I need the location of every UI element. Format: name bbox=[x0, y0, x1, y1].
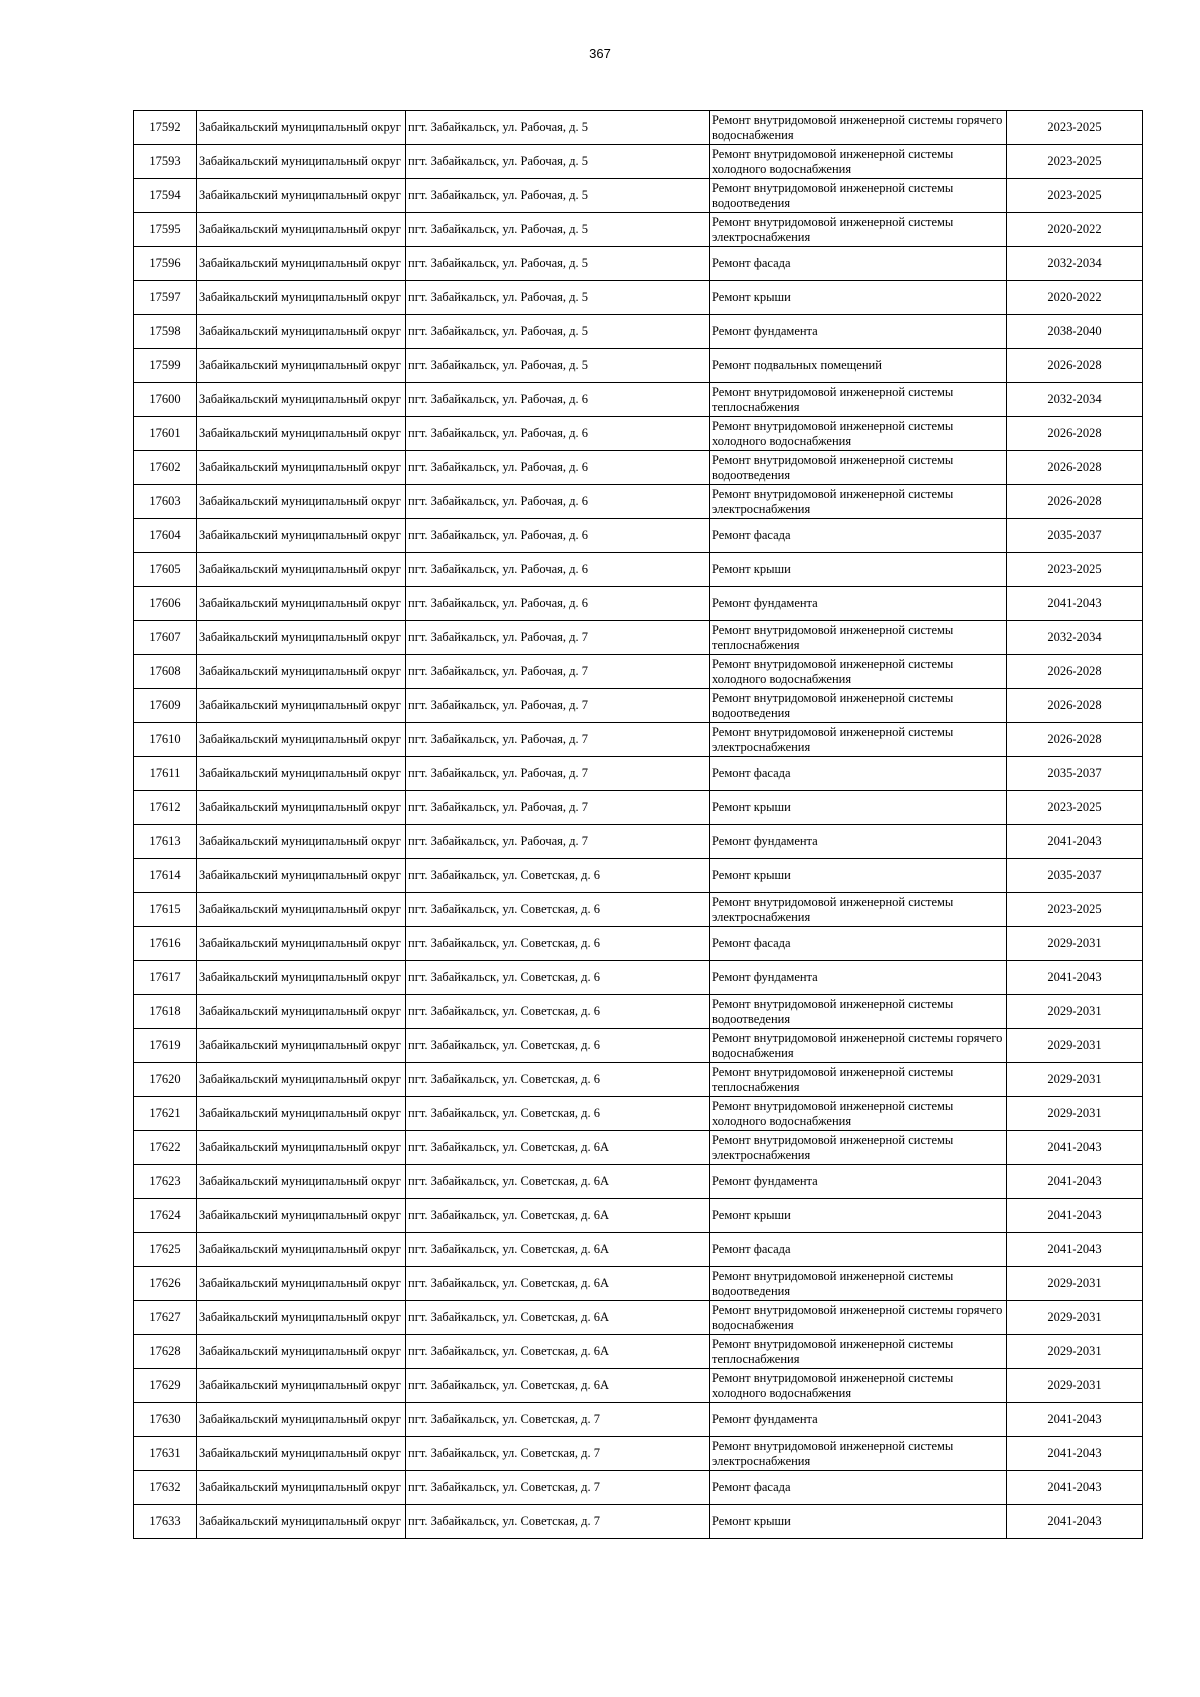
work-type-cell: Ремонт внутридомовой инженерной системы водоотведения bbox=[710, 451, 1007, 485]
row-number-cell: 17595 bbox=[134, 213, 197, 247]
period-cell: 2032-2034 bbox=[1007, 383, 1143, 417]
work-type-cell: Ремонт внутридомовой инженерной системы холодного водоснабжения bbox=[710, 417, 1007, 451]
work-type-cell: Ремонт крыши bbox=[710, 1505, 1007, 1539]
work-type-cell: Ремонт внутридомовой инженерной системы электроснабжения bbox=[710, 1131, 1007, 1165]
work-type-cell: Ремонт подвальных помещений bbox=[710, 349, 1007, 383]
work-type-cell: Ремонт фундамента bbox=[710, 825, 1007, 859]
municipality-cell: Забайкальский муниципальный округ bbox=[197, 621, 406, 655]
municipality-cell: Забайкальский муниципальный округ bbox=[197, 1369, 406, 1403]
period-cell: 2029-2031 bbox=[1007, 1029, 1143, 1063]
work-type-cell: Ремонт внутридомовой инженерной системы теплоснабжения bbox=[710, 1063, 1007, 1097]
address-cell: пгт. Забайкальск, ул. Рабочая, д. 5 bbox=[406, 111, 710, 145]
table-row bbox=[134, 417, 1143, 451]
work-type-cell: Ремонт крыши bbox=[710, 1199, 1007, 1233]
work-type-cell: Ремонт внутридомовой инженерной системы электроснабжения bbox=[710, 485, 1007, 519]
table-row bbox=[134, 1199, 1143, 1233]
row-number-cell: 17596 bbox=[134, 247, 197, 281]
row-number-cell: 17614 bbox=[134, 859, 197, 893]
municipality-cell: Забайкальский муниципальный округ bbox=[197, 723, 406, 757]
table-row bbox=[134, 1131, 1143, 1165]
row-number-cell: 17612 bbox=[134, 791, 197, 825]
row-number-cell: 17607 bbox=[134, 621, 197, 655]
work-type-cell: Ремонт внутридомовой инженерной системы теплоснабжения bbox=[710, 621, 1007, 655]
municipality-cell: Забайкальский муниципальный округ bbox=[197, 1029, 406, 1063]
period-cell: 2023-2025 bbox=[1007, 179, 1143, 213]
work-type-cell: Ремонт внутридомовой инженерной системы холодного водоснабжения bbox=[710, 655, 1007, 689]
work-type-cell: Ремонт внутридомовой инженерной системы водоотведения bbox=[710, 179, 1007, 213]
work-type-cell: Ремонт внутридомовой инженерной системы холодного водоснабжения bbox=[710, 1097, 1007, 1131]
table-body bbox=[134, 111, 1143, 1539]
row-number-cell: 17606 bbox=[134, 587, 197, 621]
table-row bbox=[134, 179, 1143, 213]
municipality-cell: Забайкальский муниципальный округ bbox=[197, 315, 406, 349]
period-cell: 2026-2028 bbox=[1007, 417, 1143, 451]
table-row bbox=[134, 825, 1143, 859]
period-cell: 2041-2043 bbox=[1007, 1131, 1143, 1165]
row-number-cell: 17633 bbox=[134, 1505, 197, 1539]
period-cell: 2026-2028 bbox=[1007, 451, 1143, 485]
row-number-cell: 17630 bbox=[134, 1403, 197, 1437]
period-cell: 2026-2028 bbox=[1007, 689, 1143, 723]
address-cell: пгт. Забайкальск, ул. Рабочая, д. 5 bbox=[406, 179, 710, 213]
address-cell: пгт. Забайкальск, ул. Советская, д. 6А bbox=[406, 1233, 710, 1267]
period-cell: 2032-2034 bbox=[1007, 621, 1143, 655]
row-number-cell: 17616 bbox=[134, 927, 197, 961]
municipality-cell: Забайкальский муниципальный округ bbox=[197, 1097, 406, 1131]
row-number-cell: 17603 bbox=[134, 485, 197, 519]
address-cell: пгт. Забайкальск, ул. Советская, д. 6А bbox=[406, 1301, 710, 1335]
table-row bbox=[134, 1165, 1143, 1199]
work-type-cell: Ремонт внутридомовой инженерной системы горячего водоснабжения bbox=[710, 111, 1007, 145]
row-number-cell: 17592 bbox=[134, 111, 197, 145]
address-cell: пгт. Забайкальск, ул. Рабочая, д. 6 bbox=[406, 519, 710, 553]
row-number-cell: 17594 bbox=[134, 179, 197, 213]
table-row bbox=[134, 961, 1143, 995]
address-cell: пгт. Забайкальск, ул. Рабочая, д. 5 bbox=[406, 247, 710, 281]
row-number-cell: 17621 bbox=[134, 1097, 197, 1131]
table-row bbox=[134, 519, 1143, 553]
row-number-cell: 17601 bbox=[134, 417, 197, 451]
work-type-cell: Ремонт фундамента bbox=[710, 315, 1007, 349]
municipality-cell: Забайкальский муниципальный округ bbox=[197, 1131, 406, 1165]
municipality-cell: Забайкальский муниципальный округ bbox=[197, 791, 406, 825]
address-cell: пгт. Забайкальск, ул. Рабочая, д. 7 bbox=[406, 689, 710, 723]
municipality-cell: Забайкальский муниципальный округ bbox=[197, 179, 406, 213]
row-number-cell: 17632 bbox=[134, 1471, 197, 1505]
table-row bbox=[134, 281, 1143, 315]
row-number-cell: 17628 bbox=[134, 1335, 197, 1369]
period-cell: 2032-2034 bbox=[1007, 247, 1143, 281]
row-number-cell: 17604 bbox=[134, 519, 197, 553]
work-type-cell: Ремонт фундамента bbox=[710, 1403, 1007, 1437]
row-number-cell: 17620 bbox=[134, 1063, 197, 1097]
address-cell: пгт. Забайкальск, ул. Рабочая, д. 7 bbox=[406, 655, 710, 689]
municipality-cell: Забайкальский муниципальный округ bbox=[197, 1267, 406, 1301]
address-cell: пгт. Забайкальск, ул. Советская, д. 6А bbox=[406, 1335, 710, 1369]
work-type-cell: Ремонт внутридомовой инженерной системы водоотведения bbox=[710, 995, 1007, 1029]
table-row bbox=[134, 1471, 1143, 1505]
work-type-cell: Ремонт внутридомовой инженерной системы холодного водоснабжения bbox=[710, 145, 1007, 179]
row-number-cell: 17610 bbox=[134, 723, 197, 757]
row-number-cell: 17599 bbox=[134, 349, 197, 383]
address-cell: пгт. Забайкальск, ул. Советская, д. 6А bbox=[406, 1165, 710, 1199]
work-type-cell: Ремонт внутридомовой инженерной системы водоотведения bbox=[710, 1267, 1007, 1301]
municipality-cell: Забайкальский муниципальный округ bbox=[197, 111, 406, 145]
period-cell: 2026-2028 bbox=[1007, 349, 1143, 383]
period-cell: 2041-2043 bbox=[1007, 961, 1143, 995]
work-type-cell: Ремонт внутридомовой инженерной системы водоотведения bbox=[710, 689, 1007, 723]
table-row bbox=[134, 723, 1143, 757]
municipality-cell: Забайкальский муниципальный округ bbox=[197, 927, 406, 961]
row-number-cell: 17615 bbox=[134, 893, 197, 927]
work-type-cell: Ремонт фундамента bbox=[710, 961, 1007, 995]
address-cell: пгт. Забайкальск, ул. Советская, д. 6 bbox=[406, 1063, 710, 1097]
address-cell: пгт. Забайкальск, ул. Советская, д. 6А bbox=[406, 1267, 710, 1301]
row-number-cell: 17613 bbox=[134, 825, 197, 859]
table-row bbox=[134, 1233, 1143, 1267]
period-cell: 2020-2022 bbox=[1007, 213, 1143, 247]
period-cell: 2029-2031 bbox=[1007, 927, 1143, 961]
address-cell: пгт. Забайкальск, ул. Советская, д. 6 bbox=[406, 961, 710, 995]
address-cell: пгт. Забайкальск, ул. Рабочая, д. 5 bbox=[406, 145, 710, 179]
municipality-cell: Забайкальский муниципальный округ bbox=[197, 1233, 406, 1267]
period-cell: 2041-2043 bbox=[1007, 1233, 1143, 1267]
row-number-cell: 17623 bbox=[134, 1165, 197, 1199]
period-cell: 2029-2031 bbox=[1007, 1301, 1143, 1335]
row-number-cell: 17593 bbox=[134, 145, 197, 179]
period-cell: 2029-2031 bbox=[1007, 1097, 1143, 1131]
row-number-cell: 17627 bbox=[134, 1301, 197, 1335]
period-cell: 2041-2043 bbox=[1007, 1471, 1143, 1505]
row-number-cell: 17625 bbox=[134, 1233, 197, 1267]
table-row bbox=[134, 349, 1143, 383]
table-row bbox=[134, 893, 1143, 927]
table-row bbox=[134, 655, 1143, 689]
table-row bbox=[134, 1063, 1143, 1097]
municipality-cell: Забайкальский муниципальный округ bbox=[197, 689, 406, 723]
work-type-cell: Ремонт внутридомовой инженерной системы электроснабжения bbox=[710, 723, 1007, 757]
period-cell: 2029-2031 bbox=[1007, 1335, 1143, 1369]
work-type-cell: Ремонт фундамента bbox=[710, 1165, 1007, 1199]
municipality-cell: Забайкальский муниципальный округ bbox=[197, 655, 406, 689]
address-cell: пгт. Забайкальск, ул. Рабочая, д. 7 bbox=[406, 723, 710, 757]
address-cell: пгт. Забайкальск, ул. Советская, д. 6А bbox=[406, 1131, 710, 1165]
period-cell: 2035-2037 bbox=[1007, 859, 1143, 893]
row-number-cell: 17617 bbox=[134, 961, 197, 995]
table-row bbox=[134, 553, 1143, 587]
address-cell: пгт. Забайкальск, ул. Рабочая, д. 5 bbox=[406, 213, 710, 247]
address-cell: пгт. Забайкальск, ул. Рабочая, д. 7 bbox=[406, 791, 710, 825]
municipality-cell: Забайкальский муниципальный округ bbox=[197, 859, 406, 893]
period-cell: 2023-2025 bbox=[1007, 553, 1143, 587]
address-cell: пгт. Забайкальск, ул. Рабочая, д. 6 bbox=[406, 587, 710, 621]
period-cell: 2029-2031 bbox=[1007, 1267, 1143, 1301]
table-row bbox=[134, 1029, 1143, 1063]
municipality-cell: Забайкальский муниципальный округ bbox=[197, 1437, 406, 1471]
address-cell: пгт. Забайкальск, ул. Рабочая, д. 6 bbox=[406, 417, 710, 451]
work-type-cell: Ремонт крыши bbox=[710, 553, 1007, 587]
page-number: 367 bbox=[589, 46, 611, 61]
period-cell: 2023-2025 bbox=[1007, 111, 1143, 145]
address-cell: пгт. Забайкальск, ул. Советская, д. 7 bbox=[406, 1471, 710, 1505]
table-row bbox=[134, 1369, 1143, 1403]
municipality-cell: Забайкальский муниципальный округ bbox=[197, 1165, 406, 1199]
work-type-cell: Ремонт фасада bbox=[710, 757, 1007, 791]
municipality-cell: Забайкальский муниципальный округ bbox=[197, 1301, 406, 1335]
address-cell: пгт. Забайкальск, ул. Рабочая, д. 5 bbox=[406, 315, 710, 349]
address-cell: пгт. Забайкальск, ул. Советская, д. 6А bbox=[406, 1199, 710, 1233]
address-cell: пгт. Забайкальск, ул. Советская, д. 7 bbox=[406, 1437, 710, 1471]
period-cell: 2023-2025 bbox=[1007, 145, 1143, 179]
row-number-cell: 17629 bbox=[134, 1369, 197, 1403]
table-row bbox=[134, 791, 1143, 825]
table-row bbox=[134, 1097, 1143, 1131]
row-number-cell: 17622 bbox=[134, 1131, 197, 1165]
table-row bbox=[134, 247, 1143, 281]
work-type-cell: Ремонт внутридомовой инженерной системы горячего водоснабжения bbox=[710, 1301, 1007, 1335]
period-cell: 2041-2043 bbox=[1007, 825, 1143, 859]
work-type-cell: Ремонт крыши bbox=[710, 281, 1007, 315]
period-cell: 2041-2043 bbox=[1007, 587, 1143, 621]
address-cell: пгт. Забайкальск, ул. Рабочая, д. 7 bbox=[406, 825, 710, 859]
municipality-cell: Забайкальский муниципальный округ bbox=[197, 1471, 406, 1505]
row-number-cell: 17626 bbox=[134, 1267, 197, 1301]
table-row bbox=[134, 689, 1143, 723]
row-number-cell: 17608 bbox=[134, 655, 197, 689]
municipality-cell: Забайкальский муниципальный округ bbox=[197, 825, 406, 859]
table-row bbox=[134, 757, 1143, 791]
address-cell: пгт. Забайкальск, ул. Рабочая, д. 5 bbox=[406, 349, 710, 383]
work-type-cell: Ремонт внутридомовой инженерной системы электроснабжения bbox=[710, 1437, 1007, 1471]
work-type-cell: Ремонт фасада bbox=[710, 247, 1007, 281]
period-cell: 2041-2043 bbox=[1007, 1165, 1143, 1199]
period-cell: 2026-2028 bbox=[1007, 723, 1143, 757]
period-cell: 2041-2043 bbox=[1007, 1199, 1143, 1233]
address-cell: пгт. Забайкальск, ул. Советская, д. 6 bbox=[406, 1097, 710, 1131]
work-type-cell: Ремонт внутридомовой инженерной системы электроснабжения bbox=[710, 893, 1007, 927]
table-row bbox=[134, 1437, 1143, 1471]
municipality-cell: Забайкальский муниципальный округ bbox=[197, 247, 406, 281]
period-cell: 2035-2037 bbox=[1007, 757, 1143, 791]
municipality-cell: Забайкальский муниципальный округ bbox=[197, 1403, 406, 1437]
municipality-cell: Забайкальский муниципальный округ bbox=[197, 349, 406, 383]
row-number-cell: 17611 bbox=[134, 757, 197, 791]
row-number-cell: 17598 bbox=[134, 315, 197, 349]
address-cell: пгт. Забайкальск, ул. Советская, д. 7 bbox=[406, 1505, 710, 1539]
municipality-cell: Забайкальский муниципальный округ bbox=[197, 451, 406, 485]
address-cell: пгт. Забайкальск, ул. Рабочая, д. 5 bbox=[406, 281, 710, 315]
address-cell: пгт. Забайкальск, ул. Советская, д. 6 bbox=[406, 995, 710, 1029]
table-row bbox=[134, 1505, 1143, 1539]
address-cell: пгт. Забайкальск, ул. Советская, д. 6 bbox=[406, 893, 710, 927]
municipality-cell: Забайкальский муниципальный округ bbox=[197, 893, 406, 927]
address-cell: пгт. Забайкальск, ул. Советская, д. 7 bbox=[406, 1403, 710, 1437]
municipality-cell: Забайкальский муниципальный округ bbox=[197, 1505, 406, 1539]
municipality-cell: Забайкальский муниципальный округ bbox=[197, 1063, 406, 1097]
address-cell: пгт. Забайкальск, ул. Советская, д. 6 bbox=[406, 927, 710, 961]
row-number-cell: 17619 bbox=[134, 1029, 197, 1063]
row-number-cell: 17605 bbox=[134, 553, 197, 587]
municipality-cell: Забайкальский муниципальный округ bbox=[197, 1199, 406, 1233]
work-type-cell: Ремонт фундамента bbox=[710, 587, 1007, 621]
period-cell: 2041-2043 bbox=[1007, 1437, 1143, 1471]
period-cell: 2041-2043 bbox=[1007, 1403, 1143, 1437]
address-cell: пгт. Забайкальск, ул. Рабочая, д. 6 bbox=[406, 451, 710, 485]
period-cell: 2026-2028 bbox=[1007, 485, 1143, 519]
municipality-cell: Забайкальский муниципальный округ bbox=[197, 417, 406, 451]
repair-schedule-table bbox=[133, 110, 1143, 1539]
row-number-cell: 17631 bbox=[134, 1437, 197, 1471]
table-row bbox=[134, 145, 1143, 179]
municipality-cell: Забайкальский муниципальный округ bbox=[197, 213, 406, 247]
table-row bbox=[134, 111, 1143, 145]
work-type-cell: Ремонт внутридомовой инженерной системы теплоснабжения bbox=[710, 383, 1007, 417]
period-cell: 2041-2043 bbox=[1007, 1505, 1143, 1539]
municipality-cell: Забайкальский муниципальный округ bbox=[197, 553, 406, 587]
work-type-cell: Ремонт фасада bbox=[710, 1471, 1007, 1505]
address-cell: пгт. Забайкальск, ул. Рабочая, д. 6 bbox=[406, 485, 710, 519]
address-cell: пгт. Забайкальск, ул. Советская, д. 6 bbox=[406, 859, 710, 893]
table-row bbox=[134, 315, 1143, 349]
period-cell: 2038-2040 bbox=[1007, 315, 1143, 349]
table-row bbox=[134, 587, 1143, 621]
row-number-cell: 17609 bbox=[134, 689, 197, 723]
work-type-cell: Ремонт фасада bbox=[710, 519, 1007, 553]
table-row bbox=[134, 213, 1143, 247]
period-cell: 2035-2037 bbox=[1007, 519, 1143, 553]
table-row bbox=[134, 485, 1143, 519]
work-type-cell: Ремонт крыши bbox=[710, 791, 1007, 825]
row-number-cell: 17624 bbox=[134, 1199, 197, 1233]
period-cell: 2026-2028 bbox=[1007, 655, 1143, 689]
row-number-cell: 17597 bbox=[134, 281, 197, 315]
table-row bbox=[134, 1335, 1143, 1369]
work-type-cell: Ремонт фасада bbox=[710, 927, 1007, 961]
table-row bbox=[134, 1267, 1143, 1301]
address-cell: пгт. Забайкальск, ул. Советская, д. 6 bbox=[406, 1029, 710, 1063]
table-row bbox=[134, 1301, 1143, 1335]
work-type-cell: Ремонт внутридомовой инженерной системы холодного водоснабжения bbox=[710, 1369, 1007, 1403]
row-number-cell: 17618 bbox=[134, 995, 197, 1029]
table-row bbox=[134, 451, 1143, 485]
municipality-cell: Забайкальский муниципальный округ bbox=[197, 145, 406, 179]
address-cell: пгт. Забайкальск, ул. Рабочая, д. 7 bbox=[406, 757, 710, 791]
address-cell: пгт. Забайкальск, ул. Советская, д. 6А bbox=[406, 1369, 710, 1403]
row-number-cell: 17602 bbox=[134, 451, 197, 485]
municipality-cell: Забайкальский муниципальный округ bbox=[197, 757, 406, 791]
table-row bbox=[134, 995, 1143, 1029]
municipality-cell: Забайкальский муниципальный округ bbox=[197, 587, 406, 621]
table-row bbox=[134, 1403, 1143, 1437]
address-cell: пгт. Забайкальск, ул. Рабочая, д. 7 bbox=[406, 621, 710, 655]
municipality-cell: Забайкальский муниципальный округ bbox=[197, 383, 406, 417]
period-cell: 2029-2031 bbox=[1007, 1063, 1143, 1097]
period-cell: 2029-2031 bbox=[1007, 995, 1143, 1029]
municipality-cell: Забайкальский муниципальный округ bbox=[197, 519, 406, 553]
municipality-cell: Забайкальский муниципальный округ bbox=[197, 1335, 406, 1369]
municipality-cell: Забайкальский муниципальный округ bbox=[197, 961, 406, 995]
table-row bbox=[134, 927, 1143, 961]
table-row bbox=[134, 859, 1143, 893]
row-number-cell: 17600 bbox=[134, 383, 197, 417]
period-cell: 2020-2022 bbox=[1007, 281, 1143, 315]
address-cell: пгт. Забайкальск, ул. Рабочая, д. 6 bbox=[406, 553, 710, 587]
period-cell: 2023-2025 bbox=[1007, 791, 1143, 825]
work-type-cell: Ремонт фасада bbox=[710, 1233, 1007, 1267]
work-type-cell: Ремонт внутридомовой инженерной системы горячего водоснабжения bbox=[710, 1029, 1007, 1063]
municipality-cell: Забайкальский муниципальный округ bbox=[197, 281, 406, 315]
period-cell: 2023-2025 bbox=[1007, 893, 1143, 927]
table-row bbox=[134, 383, 1143, 417]
work-type-cell: Ремонт крыши bbox=[710, 859, 1007, 893]
period-cell: 2029-2031 bbox=[1007, 1369, 1143, 1403]
work-type-cell: Ремонт внутридомовой инженерной системы электроснабжения bbox=[710, 213, 1007, 247]
address-cell: пгт. Забайкальск, ул. Рабочая, д. 6 bbox=[406, 383, 710, 417]
table-row bbox=[134, 621, 1143, 655]
work-type-cell: Ремонт внутридомовой инженерной системы теплоснабжения bbox=[710, 1335, 1007, 1369]
municipality-cell: Забайкальский муниципальный округ bbox=[197, 485, 406, 519]
municipality-cell: Забайкальский муниципальный округ bbox=[197, 995, 406, 1029]
